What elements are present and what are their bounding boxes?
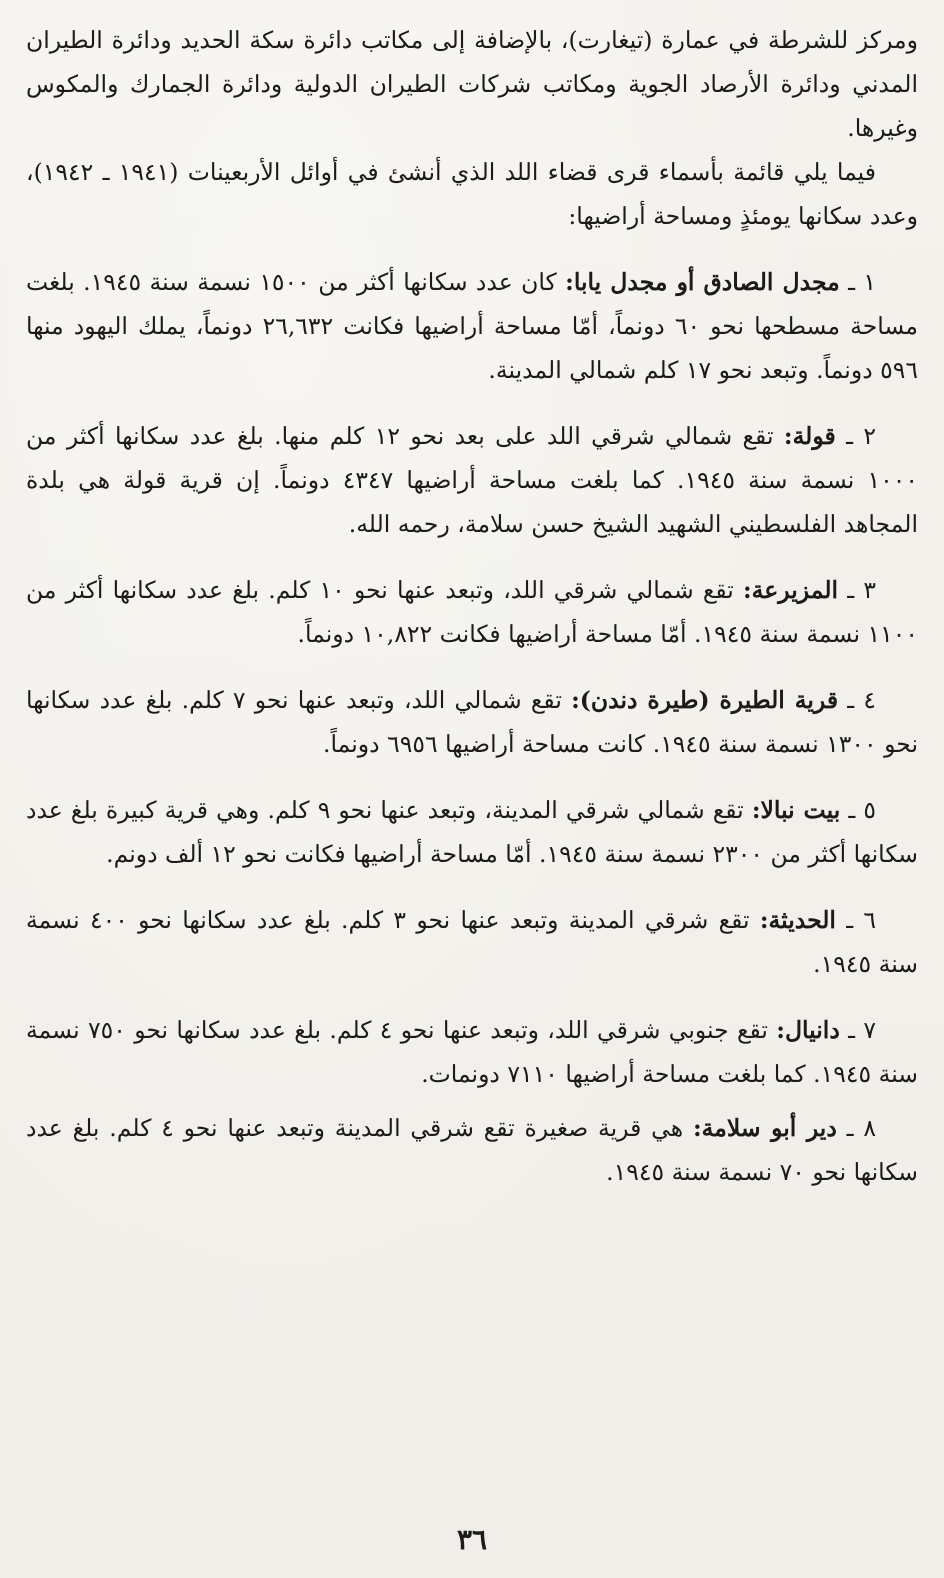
entry-title: قولة: [783,422,836,450]
entry-title: مجدل الصادق أو مجدل يابا: [565,268,840,296]
entry-text: تقع شمالي شرقي المدينة، وتبعد عنها نحو ٩ كلم. وهي قرية كبيرة بلغ عدد سكانها أكثر من ٢٣٠٠ نسمة سنة ١٩٤٥. أمّا مساحة أراضيها فكانت نحو ١٢ ألف دونم. [26,796,918,868]
entry-number: ٢ ـ [846,422,876,450]
entry-text: تقع شرقي المدينة وتبعد عنها نحو ٣ كلم. بلغ عدد سكانها نحو ٤٠٠ نسمة سنة ١٩٤٥. [26,906,918,978]
page-number: ٣٦ [456,1523,488,1556]
entry-number: ٦ ـ [846,906,876,934]
entry-title: دير أبو سلامة: [692,1114,837,1142]
intro-paragraph-2: فيما يلي قائمة بأسماء قرى قضاء اللد الذي أنشئ في أوائل الأربعينات (١٩٤١ ـ ١٩٤٢)، وعدد سكانها يومئذٍ ومساحة أراضيها: [26,158,918,230]
entry-number: ٤ ـ [847,686,876,714]
village-entry-1 [26,260,918,392]
village-entry-7 [26,1008,918,1096]
entry-title: قرية الطيرة (طيرة دندن): [571,686,839,714]
village-entry-8 [26,1106,918,1194]
village-entry-6 [26,898,918,986]
village-entry-3 [26,568,918,656]
entry-title: بيت نبالا: [751,796,841,824]
entry-title: المزيرعة: [743,576,839,604]
entry-text: تقع جنوبي شرقي اللد، وتبعد عنها نحو ٤ كلم. بلغ عدد سكانها نحو ٧٥٠ نسمة سنة ١٩٤٥. كما بلغت مساحة أراضيها ٧١١٠ دونمات. [26,1016,918,1088]
entry-number: ٥ ـ [848,796,876,824]
entry-text: تقع شمالي اللد، وتبعد عنها نحو ٧ كلم. بلغ عدد سكانها نحو ١٣٠٠ نسمة سنة ١٩٤٥. كانت مساحة أراضيها ٦٩٥٦ دونماً. [26,686,918,758]
entry-text: كان عدد سكانها أكثر من ١٥٠٠ نسمة سنة ١٩٤٥. بلغت مساحة مسطحها نحو ٦٠ دونماً، أمّا مساحة أراضيها فكانت ٢٦,٦٣٢ دونماً، يملك اليهود منها ٥٩٦ دونماً. وتبعد نحو ١٧ كلم شمالي المدينة. [26,268,918,384]
village-entry-4 [26,678,918,766]
entry-text: هي قرية صغيرة تقع شرقي المدينة وتبعد عنها نحو ٤ كلم. بلغ عدد سكانها نحو ٧٠ نسمة سنة ١٩٤٥. [26,1114,918,1186]
entry-number: ٣ ـ [847,576,876,604]
entry-number: ١ ـ [848,268,876,296]
entry-number: ٧ ـ [848,1016,876,1044]
entry-title: الحديثة: [759,906,836,934]
entry-text: تقع شمالي شرقي اللد، وتبعد عنها نحو ١٠ كلم. بلغ عدد سكانها أكثر من ١١٠٠ نسمة سنة ١٩٤٥. أمّا مساحة أراضيها فكانت ١٠,٨٢٢ دونماً. [26,576,918,648]
village-entry-5 [26,788,918,876]
entry-text: تقع شمالي شرقي اللد على بعد نحو ١٢ كلم منها. بلغ عدد سكانها أكثر من ١٠٠٠ نسمة سنة ١٩٤٥. كما بلغت مساحة أراضيها ٤٣٤٧ دونماً. إن قرية قولة هي بلدة المجاهد الفلسطيني الشهيد الشيخ حسن سلامة، رحمه الله. [26,422,918,538]
intro-paragraph-1: ومركز للشرطة في عمارة (تيغارت)، بالإضافة إلى مكاتب دائرة سكة الحديد ودائرة الطيران المدني ودائرة الأرصاد الجوية ومكاتب شركات الطيران الدولية ودائرة الجمارك والمكوس وغيرها. [26,26,918,142]
entry-title: دانيال: [776,1016,840,1044]
entry-number: ٨ ـ [846,1114,876,1142]
body-text [26,18,918,1194]
village-entry-2 [26,414,918,546]
